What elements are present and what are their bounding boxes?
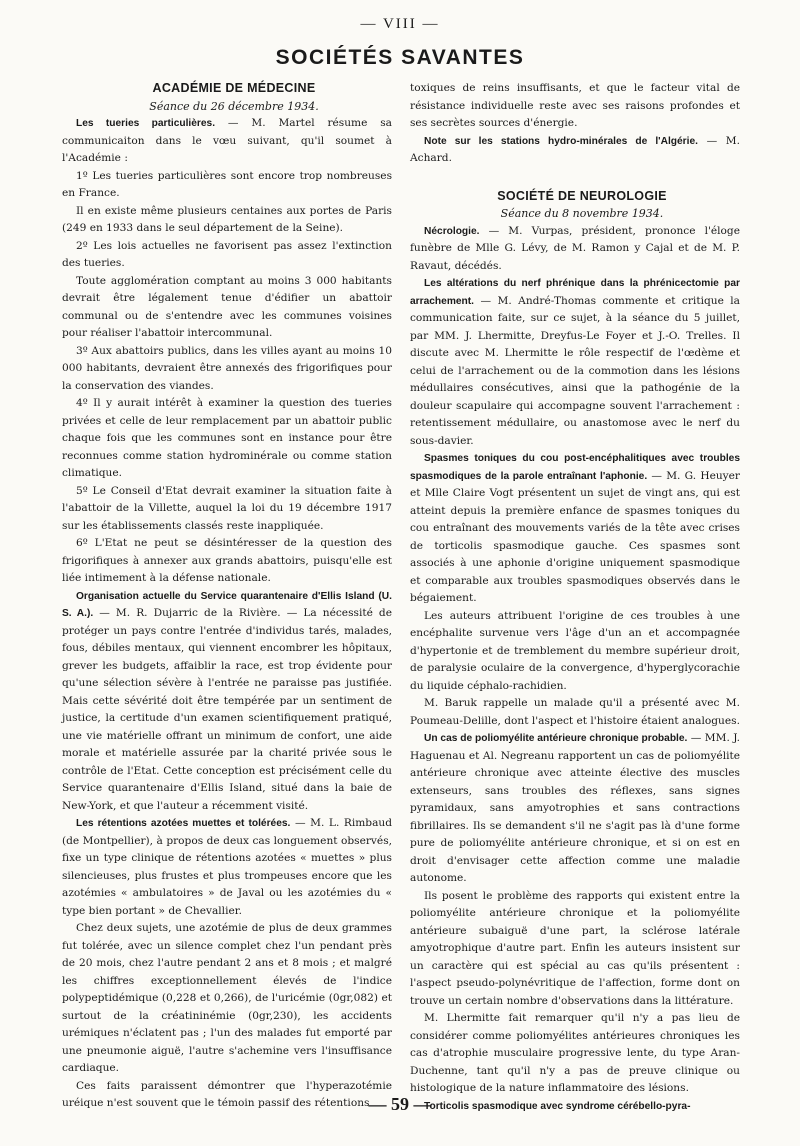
paragraph: Spasmes toniques du cou post-encéphalitiques avec troubles spasmodiques de la parole entraînant l'aphonie. — M. G. Heuyer et Mlle Claire Vogt présentent un sujet de vingt ans, qui est atteint depuis la première enfance de spasmes toniques du cou entraînant des mouvements variés de la tête avec crises de torticolis spasmodique gauche. Ces spasmes sont associés à une aphonie d'origine uniquement spasmodique et comparable aux troubles spasmodiques observés dans le bégaiement. xyxy=(410,453,740,604)
neurologie-session-date: Séance du 8 novembre 1934. xyxy=(500,207,664,220)
paragraph: 4º Il y aurait intérêt à examiner la question des tueries privées et celle de leur remplacement par un abattoir public chaque fois que les communes sont en instance pour être reconnues comme station hydrominérale ou comme station climatique. xyxy=(62,397,392,479)
page-number: — 59 — xyxy=(368,1094,432,1114)
run-in-title: Note sur les stations hydro-minérales de l'Algérie. xyxy=(424,135,698,147)
paragraph: 6º L'Etat ne peut se désintéresser de la question des frigorifiques à annexer aux grands abattoirs, puisqu'elle est liée intimement à la défense nationale. xyxy=(62,537,392,584)
paragraph: Les altérations du nerf phrénique dans la phrénicectomie par arrachement. — M. André-Thomas commente et critique la communication faite, sur ce sujet, à la séance du 5 juillet, par MM. J. Lhermitte, Dreyfus-Le Foyer et J.-O. Trelles. Il discute avec M. Lhermitte le rôle respectif de l'œdème et celui de l'arrachement ou de la commotion dans les lésions médullaires consécutives, ainsi que la pathogénie de la douleur scapulaire qui accompagne souvent l'arrachement : retentissement médullaire, ou anastomose avec le nerf du sous-davier. xyxy=(410,278,740,447)
paragraph: Il en existe même plusieurs centaines aux portes de Paris (249 en 1933 dans le seul département de la Seine). xyxy=(62,204,392,234)
paragraph: Les auteurs attribuent l'origine de ces troubles à une encéphalite survenue vers l'âge d'un an et accompagnée d'hypertonie et de tremblement du membre supérieur droit, de paralysie oculaire de la convergence, d'hyperglycorachie du liquide céphalo-rachidien. xyxy=(410,609,740,692)
section-title: SOCIÉTÉS SAVANTES xyxy=(275,46,525,69)
paragraph: Organisation actuelle du Service quarantenaire d'Ellis Island (U. S. A.). — M. R. Dujarric de la Rivière. — La nécessité de protéger un pays contre l'entrée d'individus tarés, malades, fous, débiles mentaux, qui viennent encombrer les hôpitaux, grever les budgets, affaiblir la race, est trop évidente pour qu'une sélection sévère à l'entrée ne paraisse pas justifiée. Mais cette sévérité doit être tempérée par un sentiment de justice, la certitude d'un examen scientifiquement pratiqué, une vie matérielle offrant un minimum de confort, une aide morale et matérielle assurée par la charité privée sous le contrôle de l'Etat. Cette conception est précisément celle du Service quarantenaire d'Ellis Island, situé dans la baie de New-York, et que l'auteur a récemment visité. xyxy=(62,590,392,812)
left-column xyxy=(62,80,392,1113)
run-in-title: Les rétentions azotées muettes et tolérées. xyxy=(76,818,291,829)
paragraph: M. Baruk rappelle un malade qu'il a présenté avec M. Poumeau-Delille, dont l'aspect et l'histoire étaient analogues. xyxy=(410,697,740,727)
spacer xyxy=(410,178,740,188)
paragraph: Note sur les stations hydro-minérales de l'Algérie. — M. Achard. xyxy=(410,134,741,164)
paragraph: Ils posent le problème des rapports qui existent entre la poliomyélite antérieure chronique et la poliomyélite antérieure subaiguë d'une part, la sclérose latérale amyotrophique d'autre part. Enfin les auteurs insistent sur un caractère qui est spécial au cas qu'ils présentent : l'aspect pseudo-polynévritique de l'affection, forme dont on trouve un certain nombre d'observations dans la littérature. xyxy=(410,889,740,1007)
run-in-title: Organisation actuelle du Service quarantenaire d'Ellis Island (U. S. A.). xyxy=(62,590,392,619)
paragraph: M. Lhermitte fait remarquer qu'il n'y a pas lieu de considérer comme poliomyélites antérieures chroniques les cas d'atrophie musculaire progressive lente, du type Aran-Duchenne, tant qu'il n'y a pas de preuve clinique ou histologique de la nature inflammatoire des lésions. xyxy=(410,1012,740,1094)
paragraph: 2º Les lois actuelles ne favorisent pas assez l'extinction des tueries. xyxy=(62,239,392,269)
run-in-title: Nécrologie. xyxy=(424,225,480,237)
run-in-title: Les tueries particulières. xyxy=(76,118,216,129)
paragraph: 5º Le Conseil d'Etat devrait examiner la situation faite à l'abattoir de la Villette, auquel la loi du 19 décembre 1917 sur les établissements classés reste inappliquée. xyxy=(62,484,392,532)
paragraph: Un cas de poliomyélite antérieure chronique probable. — MM. J. Haguenau et Al. Negreanu rapportent un cas de poliomyélite antérieure chronique avec atteinte élective des muscles extenseurs, sans troubles des réflexes, sans signes pyramidaux, sans amyotrophies et sans contractions fibrillaires. Ils se demandent s'il ne s'agit pas là d'une forme pure de poliomyélite antérieure chronique, et si on est en droit d'envisager cette affection comme une maladie autonome. xyxy=(410,732,740,884)
run-in-title: Un cas de poliomyélite antérieure chronique probable. xyxy=(424,733,688,744)
run-in-title: Spasmes toniques du cou post-encéphalitiques avec troubles spasmodiques de la parole entraînant l'aphonie. xyxy=(410,453,740,482)
paragraph: 1º Les tueries particulières sont encore trop nombreuses en France. xyxy=(62,169,392,199)
paragraph: Les tueries particulières. — M. Martel résume sa communicaiton dans le vœu suivant, qu'il soumet à l'Académie : xyxy=(62,117,392,164)
spacer xyxy=(410,168,740,178)
paragraph: Les rétentions azotées muettes et tolérées. — M. L. Rimbaud (de Montpellier), à propos de deux cas longuement observés, fixe un type clinique de rétentions azotées « muettes » plus silencieuses, plus frustes et plus trompeuses encore que les azotémies « ambulatoires » de Javal ou les azotémies du « type bien portant » de Chevallier. xyxy=(62,817,393,917)
run-in-title: Les altérations du nerf phrénique dans la phrénicectomie par arrachement. xyxy=(410,278,740,307)
academie-session-date: Séance du 26 décembre 1934. xyxy=(149,99,319,113)
paragraph: Toute agglomération comptant au moins 3 000 habitants devrait être légalement tenue d'édifier un abattoir communal ou de s'entendre avec les communes voisines pour réaliser l'abattoir intercommunal. xyxy=(62,274,392,339)
paragraph: Ces faits paraissent démontrer que l'hyperazotémie uréique n'est souvent que le témoin passif des rétentions xyxy=(62,1079,392,1109)
academie-heading: ACADÉMIE DE MÉDECINE xyxy=(152,81,316,95)
paragraph-continuation: toxiques de reins insuffisants, et que le facteur vital de résistance individuelle reste avec ses raisons profondes et ses secrètes sources d'énergie. xyxy=(410,82,740,129)
paragraph: Chez deux sujets, une azotémie de plus de deux grammes fut tolérée, avec un silence complet chez l'un pendant près de 20 mois, chez l'autre pendant 2 ans et 8 mois ; et malgré les chiffres exceptionnellement élevés de l'indice polypeptidémique (0,228 et 0,266), de l'uricémie (0gr,082) et surtout de la créatininémie (0gr,230), les accidents urémiques n'éclatent pas ; l'un des malades fut emporté par une pneumonie aiguë, l'autre s'achemine vers l'insuffisance cardiaque. xyxy=(62,922,392,1074)
run-in-title: Torticolis spasmodique avec syndrome cérébello-pyra- xyxy=(424,1100,691,1112)
neurologie-heading: SOCIÉTÉ DE NEUROLOGIE xyxy=(497,188,667,203)
paragraph: Nécrologie. — M. Vurpas, président, prononce l'éloge funèbre de Mlle G. Lévy, de M. Ramon y Cajal et de M. P. Ravaut, décédés. xyxy=(410,224,740,272)
paragraph: 3º Aux abattoirs publics, dans les villes ayant au moins 10 000 habitants, devraient être annexés des frigorifiques pour la conservation des viandes. xyxy=(62,344,392,392)
right-column xyxy=(410,80,740,1115)
roman-folio: — VIII — xyxy=(360,16,440,32)
